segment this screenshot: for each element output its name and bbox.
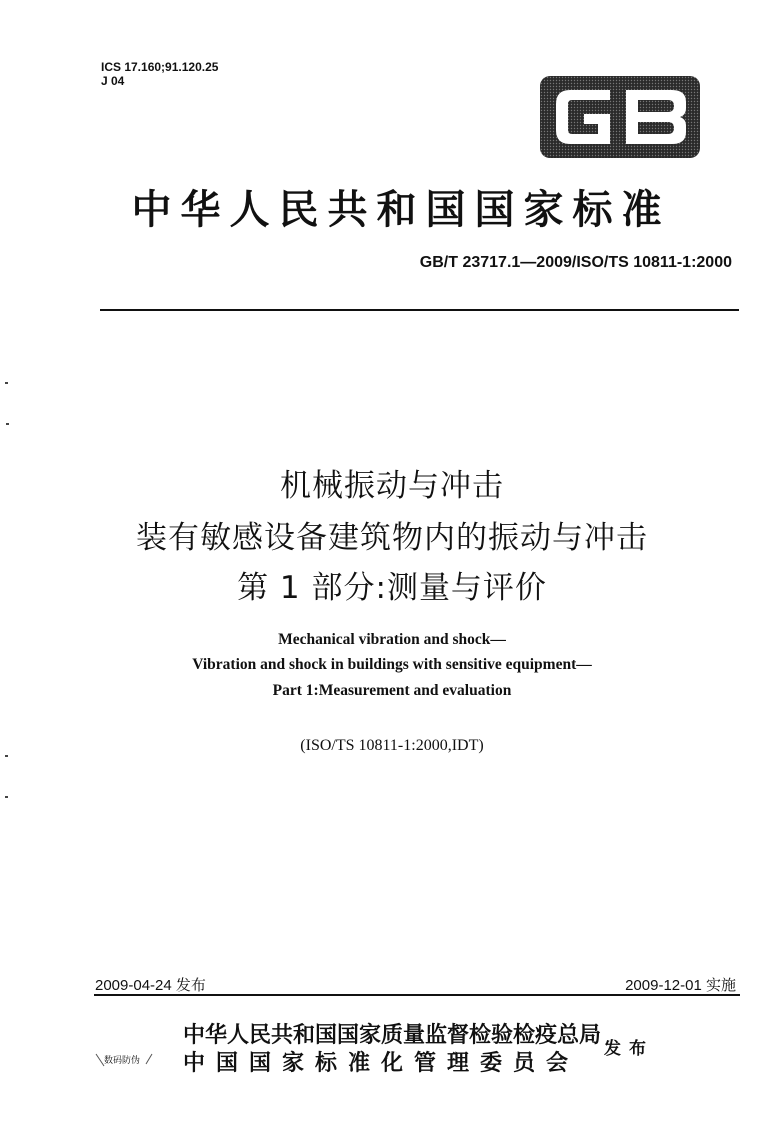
stamp-text: 数码防伪 [104,1056,141,1066]
implementation-date: 2009-12-01 实施 [625,977,736,994]
gb-standard-logo-icon [540,76,700,158]
title-en-line2: Vibration and shock in buildings with sensitive equipment— [192,656,592,673]
footer-divider [94,994,740,996]
classification-codes [101,60,218,88]
title-en-line1: Mechanical vibration and shock— [278,631,506,648]
scan-speck [5,382,8,384]
title-en-line3: Part 1:Measurement and evaluation [272,682,512,699]
scan-speck [6,423,9,425]
header-divider [100,309,739,311]
title-cn-line1: 机械振动与冲击 [280,468,504,504]
standard-chinese-name: 中华人民共和国国家标准 [131,186,671,233]
anti-counterfeit-stamp [92,1050,158,1076]
ccs-code: J 04 [101,74,125,88]
title-cn-line3: 第 1 部分:测量与评价 [237,570,547,606]
title-cn-line2: 装有敏感设备建筑物内的振动与冲击 [136,520,648,556]
issue-date: 2009-04-24 发布 [95,977,206,994]
scan-speck [5,796,8,798]
scan-speck [5,755,8,757]
ics-code: ICS 17.160;91.120.25 [101,60,219,74]
issuer-sac: 中国国家标准化管理委员会 [183,1050,580,1076]
adoption-statement: (ISO/TS 10811-1:2000,IDT) [300,737,484,754]
standard-number: GB/T 23717.1—2009/ISO/TS 10811-1:2000 [419,254,732,271]
publish-label: 发布 [604,1039,654,1059]
issuer-aqsiq: 中华人民共和国国家质量监督检验检疫总局 [183,1022,602,1048]
